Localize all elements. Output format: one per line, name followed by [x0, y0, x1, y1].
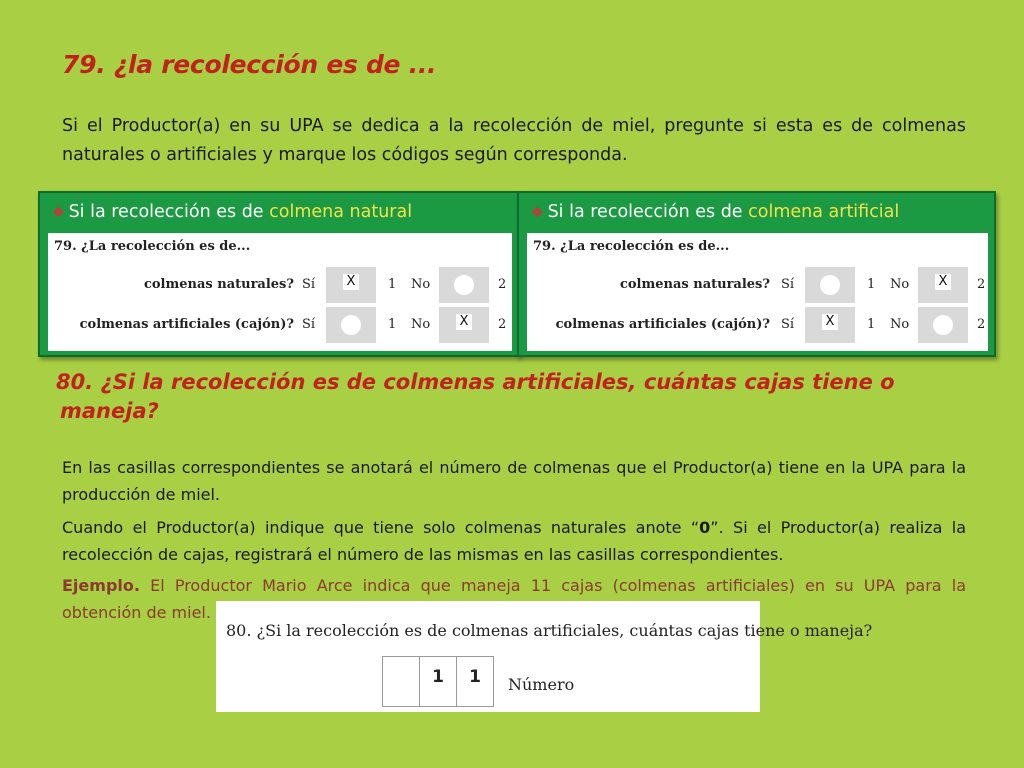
si-label: Sí: [781, 277, 795, 292]
no-label: No: [890, 277, 910, 292]
diamond-bullet-icon: ❖: [52, 205, 65, 221]
panel-header-highlight: colmena artificial: [748, 202, 900, 222]
form-question: 79. ¿La recolección es de...: [54, 239, 251, 254]
code-1: 1: [388, 317, 397, 332]
checkbox-no[interactable]: [439, 307, 489, 343]
panel-header: [40, 193, 518, 231]
number-cells: [382, 656, 494, 707]
no-label: No: [890, 317, 910, 332]
panel-header-highlight: colmena natural: [269, 202, 413, 222]
panel-header-prefix: Si la recolección es de: [547, 202, 749, 222]
panel-header: [519, 193, 994, 231]
code-2: 2: [498, 317, 507, 332]
form-excerpt: [527, 233, 988, 351]
paragraph-instructions: En las casillas correspondientes se anotará el número de colmenas que el Productor(a) tiene en la UPA para la producción de miel.: [62, 458, 966, 504]
x-mark: X: [935, 274, 951, 290]
p2-part-a: Cuando el Productor(a) indique que tiene solo colmenas naturales anote “: [62, 518, 700, 537]
question-80-title-line2: maneja?: [60, 399, 159, 423]
no-label: No: [411, 317, 431, 332]
x-mark: X: [822, 314, 838, 330]
form-row-artificiales: [48, 307, 512, 343]
panel-artificial: [517, 191, 996, 357]
question-80-title: [56, 368, 956, 426]
question-80-title-line1: 80. ¿Si la recolección es de colmenas artificiales, cuántas cajas tiene o: [56, 370, 895, 394]
panel-natural: [38, 191, 520, 357]
form-row-artificiales: [527, 307, 988, 343]
empty-circle-icon: [820, 275, 840, 295]
empty-circle-icon: [933, 315, 953, 335]
p2-part-c: ”. Si el Productor(a) realiza la recolección de cajas, registrará el número de las mismas en las casillas correspondientes.: [62, 518, 966, 564]
example-text: El Productor Mario Arce indica que maneja 11 cajas (colmenas artificiales) en su UPA para la obtención de miel.: [62, 576, 966, 622]
checkbox-si[interactable]: [805, 307, 855, 343]
row-label: colmenas naturales?: [143, 277, 294, 292]
form-row-naturales: [527, 267, 988, 303]
unit-label: Número: [508, 675, 575, 694]
panel-header-prefix: Si la recolección es de: [68, 202, 270, 222]
diamond-bullet-icon: ❖: [531, 205, 544, 221]
x-mark: X: [456, 314, 472, 330]
paragraph-zero-rule: [62, 514, 966, 568]
row-label: colmenas artificiales (cajón)?: [79, 317, 294, 332]
code-1: 1: [867, 317, 876, 332]
row-label: colmenas naturales?: [619, 277, 770, 292]
number-cell[interactable]: [383, 657, 420, 706]
row-label: colmenas artificiales (cajón)?: [555, 317, 770, 332]
example-label: Ejemplo.: [62, 576, 140, 595]
empty-circle-icon: [454, 275, 474, 295]
code-2: 2: [498, 277, 507, 292]
empty-circle-icon: [341, 315, 361, 335]
code-1: 1: [867, 277, 876, 292]
question-79-title: 79. ¿la recolección es de ...: [62, 50, 437, 79]
checkbox-no[interactable]: [918, 267, 968, 303]
checkbox-no[interactable]: [439, 267, 489, 303]
form-row-naturales: [48, 267, 512, 303]
form-question: 79. ¿La recolección es de...: [533, 239, 730, 254]
example-form: [216, 601, 873, 712]
checkbox-si[interactable]: [326, 307, 376, 343]
si-label: Sí: [302, 317, 316, 332]
form-excerpt: [48, 233, 512, 351]
code-1: 1: [388, 277, 397, 292]
no-label: No: [411, 277, 431, 292]
checkbox-si[interactable]: [805, 267, 855, 303]
intro-paragraph: Si el Productor(a) en su UPA se dedica a la recolección de miel, pregunte si esta es de colmenas naturales o artificiales y marque los códigos según corresponda.: [62, 116, 966, 165]
si-label: Sí: [781, 317, 795, 332]
si-label: Sí: [302, 277, 316, 292]
code-2: 2: [977, 317, 986, 332]
example-question: 80. ¿Si la recolección es de colmenas artificiales, cuántas cajas tiene o maneja?: [226, 621, 873, 640]
checkbox-no[interactable]: [918, 307, 968, 343]
checkbox-si[interactable]: [326, 267, 376, 303]
p2-zero: 0: [699, 518, 711, 537]
number-cell[interactable]: 1: [420, 657, 457, 706]
code-2: 2: [977, 277, 986, 292]
number-cell[interactable]: 1: [469, 667, 481, 687]
x-mark: X: [343, 274, 359, 290]
